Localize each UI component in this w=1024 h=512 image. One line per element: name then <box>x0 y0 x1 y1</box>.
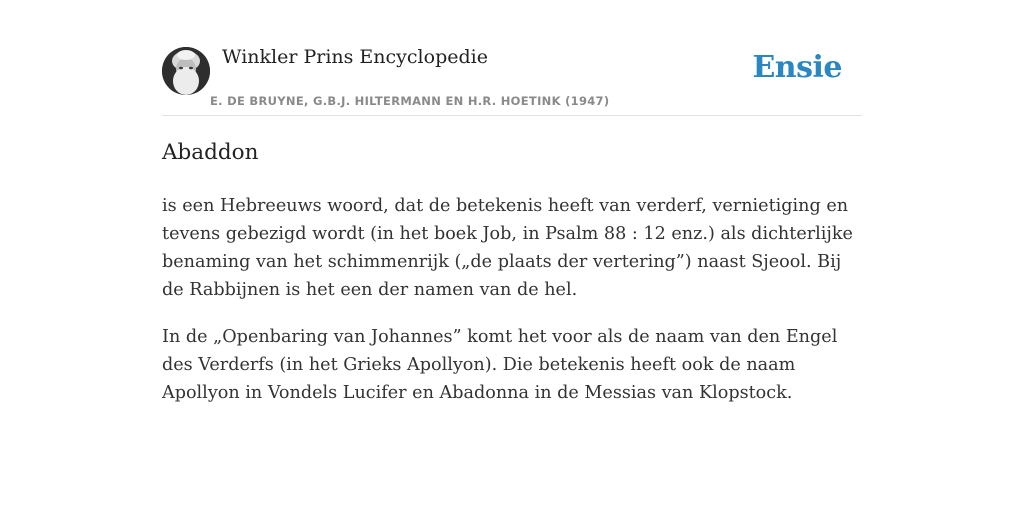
publication-title-link[interactable]: Winkler Prins Encyclopedie <box>222 46 488 68</box>
publication-header <box>162 0 862 116</box>
author-portrait-icon[interactable] <box>162 47 210 95</box>
entry-title: Abaddon <box>162 140 259 165</box>
entry-body <box>162 192 868 426</box>
portrait-graphic <box>162 47 210 95</box>
entry-paragraph: In de „Openbaring van Johannes” komt het voor als de naam van den Engel des Verderfs (in het Grieks Apollyon). Die betekenis heeft ook de naam Apollyon in Vondels Lucifer en Abadonna in de Messias van Klopstock. <box>162 327 838 403</box>
page-container <box>162 0 862 512</box>
publication-authors: E. DE BRUYNE, G.B.J. HILTERMANN EN H.R. HOETINK (1947) <box>210 94 610 108</box>
entry-paragraph: is een Hebreeuws woord, dat de betekenis heeft van verderf, vernietiging en tevens gebezigd wordt (in het boek Job, in Psalm 88 : 12 enz.) als dichterlijke benaming van het schimmenrijk („de plaats der vertering”) naast Sjeool. Bij de Rabbijnen is het een der namen van de hel. <box>162 196 853 300</box>
ensie-logo[interactable]: Ensie <box>752 50 842 85</box>
